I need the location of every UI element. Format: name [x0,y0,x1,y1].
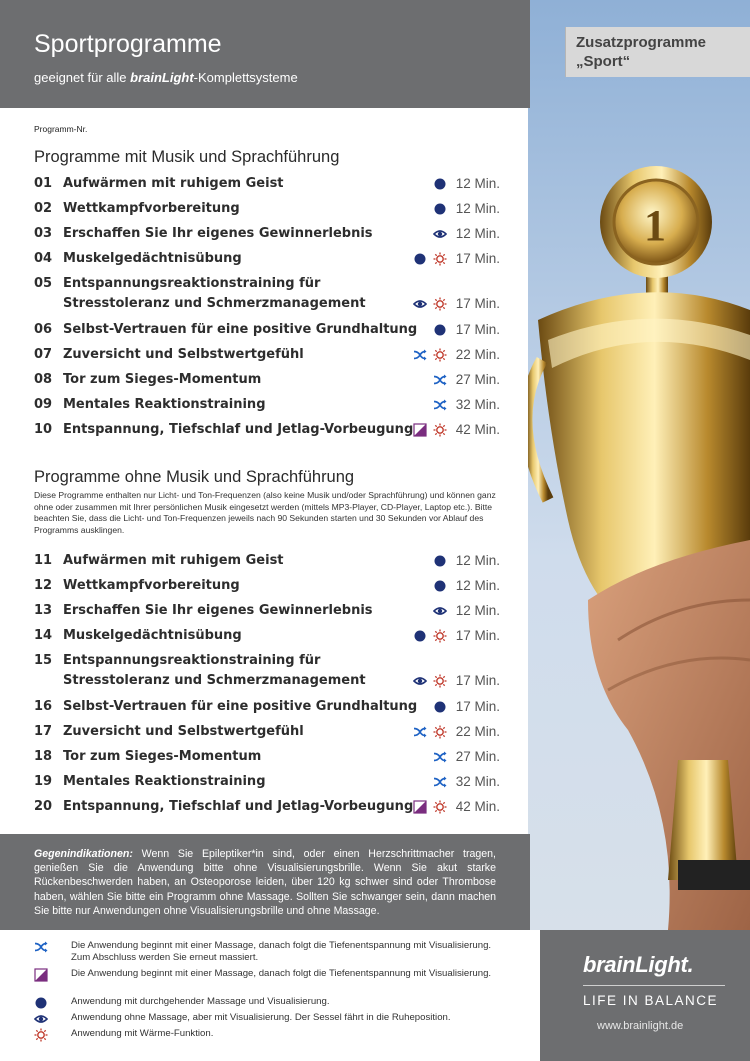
program-duration: 42 Min. [455,799,500,814]
program-row [34,276,500,312]
trophy-photo [528,0,750,930]
program-name: Zuversicht und Selbstwertgefühl [63,347,304,362]
section1-title: Programme mit Musik und Sprachführung [34,148,340,166]
program-duration: 17 Min. [455,673,500,688]
program-icons [389,554,449,568]
contraindications-lead: Gegenindikationen: [34,848,133,860]
shuffle-icon [433,775,447,789]
series-tag [565,27,750,77]
program-icons [389,800,449,814]
program-duration: 12 Min. [455,603,500,618]
program-name: Entspannungsreaktionstraining für [63,653,321,668]
program-icons [389,604,449,618]
program-name: Muskelgedächtnisübung [63,251,242,266]
legend-text: Anwendung mit Wärme-Funktion. [71,1028,214,1039]
program-number: 20 [34,799,53,814]
program-duration: 17 Min. [455,322,500,337]
contraindications-box [0,834,530,930]
legend-text: Anwendung mit durchgehender Massage und Visualisierung. [71,996,330,1007]
program-number: 08 [34,372,53,387]
brand-website: www.brainlight.de [597,1020,684,1032]
trophy-illustration [528,0,750,930]
warmth-sun-icon [433,252,447,266]
massage-visual-dot-icon [433,700,447,714]
program-name: Erschaffen Sie Ihr eigenes Gewinnerlebnis [63,226,373,241]
program-duration: 27 Min. [455,372,500,387]
half-square-icon [413,423,427,437]
program-name: Entspannungsreaktionstraining für [63,276,321,291]
program-row [34,653,500,689]
program-icons [389,725,449,739]
program-row [34,322,500,340]
program-number: 05 [34,276,53,291]
program-icons [389,202,449,216]
legend-text: Anwendung ohne Massage, aber mit Visualisierung. Der Sessel fährt in die Ruheposition. [71,1012,451,1023]
program-name: Entspannung, Tiefschlaf und Jetlag-Vorbeugung [63,799,414,814]
program-icons [389,177,449,191]
program-icons [389,373,449,387]
half-square-icon [34,968,48,982]
warmth-sun-icon [433,800,447,814]
subtitle-suffix: -Komplettsysteme [193,70,298,85]
section2-description: Diese Programme enthalten nur Licht- und Ton-Frequenzen (also keine Musik und/oder Sprachführung) und können ganz ohne oder zusammen mit Ihrer persönlichen Musik eingesetzt werden (mittels MP3-Player, CD-Player, Laptop etc.). Bitte beachten Sie, dass die Licht- und Ton-Frequenzen jeweils nach 90 Sekunden starten und 30 Sekunden vor Ablauf des Programms ausklingen. [34,490,496,535]
program-name: Tor zum Sieges-Momentum [63,372,262,387]
program-duration: 12 Min. [455,226,500,241]
program-number: 11 [34,553,53,568]
program-icons [389,579,449,593]
program-number: 15 [34,653,53,668]
program-row [34,176,500,194]
program-row [34,578,500,596]
program-number: 12 [34,578,53,593]
program-icons [389,750,449,764]
program-duration: 32 Min. [455,774,500,789]
shuffle-icon [433,373,447,387]
program-row [34,603,500,621]
program-name: Selbst-Vertrauen für eine positive Grundhaltung [63,322,418,337]
warmth-sun-icon [433,423,447,437]
program-row [34,749,500,767]
program-duration: 22 Min. [455,724,500,739]
massage-visual-dot-icon [433,177,447,191]
program-row [34,628,500,646]
subtitle-brand: brainLight [130,70,194,85]
program-icons [389,700,449,714]
program-row [34,251,500,269]
program-duration: 12 Min. [455,201,500,216]
program-number: 19 [34,774,53,789]
program-name: Selbst-Vertrauen für eine positive Grundhaltung [63,699,418,714]
program-duration: 12 Min. [455,553,500,568]
program-number: 10 [34,422,53,437]
brand-box [540,930,750,1061]
warmth-sun-icon [433,674,447,688]
massage-visual-dot-icon [433,554,447,568]
warmth-sun-icon [433,348,447,362]
program-name: Wettkampfvorbereitung [63,578,240,593]
program-duration: 17 Min. [455,628,500,643]
trophy-number: 1 [644,201,666,250]
massage-visual-dot-icon [34,996,48,1010]
program-name: Mentales Reaktionstraining [63,774,266,789]
program-row [34,774,500,792]
page-header [0,0,530,108]
program-icons [389,227,449,241]
shuffle-icon [433,750,447,764]
program-row [34,372,500,390]
eye-icon [413,297,427,311]
program-number: 07 [34,347,53,362]
page-title: Sportprogramme [34,30,222,58]
program-name: Mentales Reaktionstraining [63,397,266,412]
brand-divider [583,985,725,986]
program-number: 13 [34,603,53,618]
program-duration: 17 Min. [455,699,500,714]
program-number: 06 [34,322,53,337]
program-icons [389,252,449,266]
program-name: Muskelgedächtnisübung [63,628,242,643]
eye-icon [34,1012,48,1026]
program-name-line2: Stresstoleranz und Schmerzmanagement [63,673,366,688]
shuffle-icon [34,940,48,954]
program-duration: 12 Min. [455,578,500,593]
shuffle-icon [413,725,427,739]
eye-icon [433,604,447,618]
program-number: 03 [34,226,53,241]
program-number-label: Programm-Nr. [34,124,88,134]
program-row [34,724,500,742]
program-row [34,422,500,440]
program-name: Zuversicht und Selbstwertgefühl [63,724,304,739]
program-number: 02 [34,201,53,216]
section2-title: Programme ohne Musik und Sprachführung [34,468,355,486]
program-icons [389,674,449,688]
massage-visual-dot-icon [413,629,427,643]
program-row [34,799,500,817]
program-row [34,397,500,415]
program-name: Erschaffen Sie Ihr eigenes Gewinnerlebnis [63,603,373,618]
program-duration: 17 Min. [455,251,500,266]
subtitle-prefix: geeignet für alle [34,70,131,85]
program-duration: 12 Min. [455,176,500,191]
program-duration: 22 Min. [455,347,500,362]
program-row [34,201,500,219]
brand-logo: brainLight. [583,952,694,977]
program-number: 16 [34,699,53,714]
program-icons [389,775,449,789]
program-duration: 17 Min. [455,296,500,311]
program-row [34,347,500,365]
warmth-sun-icon [34,1028,48,1042]
program-icons [389,297,449,311]
program-number: 09 [34,397,53,412]
massage-visual-dot-icon [433,579,447,593]
page-subtitle [34,70,298,85]
eye-icon [413,674,427,688]
program-icons [389,348,449,362]
program-row [34,553,500,571]
massage-visual-dot-icon [433,323,447,337]
program-duration: 42 Min. [455,422,500,437]
massage-visual-dot-icon [433,202,447,216]
program-icons [389,398,449,412]
program-name: Entspannung, Tiefschlaf und Jetlag-Vorbeugung [63,422,414,437]
program-number: 04 [34,251,53,266]
program-icons [389,323,449,337]
program-name: Aufwärmen mit ruhigem Geist [63,176,284,191]
brand-tagline: LIFE IN BALANCE [583,993,719,1008]
program-name: Tor zum Sieges-Momentum [63,749,262,764]
program-number: 14 [34,628,53,643]
program-name: Wettkampfvorbereitung [63,201,240,216]
contraindications-text: Wenn Sie Epileptiker*in sind, oder einen Herzschrittmacher tragen, genießen Sie die Anwendung bitte ohne Visualisierungsbrille. Wenn Sie akut starke Rückenbeschwerden haben, an Osteoporose leiden, über 120 kg schwer sind oder Thrombose haben, wählen Sie bitte ein Programm ohne Massage. Sollten Sie schwanger sein, dann machen Sie bitte nur Anwendungen ohne Visualisierungsbrille und ohne Massage. [34,848,496,917]
legend-text: Die Anwendung beginnt mit einer Massage, danach folgt die Tiefenentspannung mit Visualisierung. Zum Abschluss werden Sie erneut massiert. [71,940,492,963]
warmth-sun-icon [433,725,447,739]
program-number: 01 [34,176,53,191]
program-icons [389,423,449,437]
massage-visual-dot-icon [413,252,427,266]
program-row [34,226,500,244]
program-duration: 27 Min. [455,749,500,764]
program-duration: 32 Min. [455,397,500,412]
program-number: 18 [34,749,53,764]
program-name-line2: Stresstoleranz und Schmerzmanagement [63,296,366,311]
legend-text: Die Anwendung beginnt mit einer Massage, danach folgt die Tiefenentspannung mit Visualisierung. [71,968,492,979]
half-square-icon [413,800,427,814]
series-tag-line2: „Sport“ [576,53,631,70]
shuffle-icon [433,398,447,412]
shuffle-icon [413,348,427,362]
warmth-sun-icon [433,629,447,643]
program-row [34,699,500,717]
program-number: 17 [34,724,53,739]
warmth-sun-icon [433,297,447,311]
program-name: Aufwärmen mit ruhigem Geist [63,553,284,568]
eye-icon [433,227,447,241]
series-tag-line1: Zusatzprogramme [576,34,707,51]
program-icons [389,629,449,643]
